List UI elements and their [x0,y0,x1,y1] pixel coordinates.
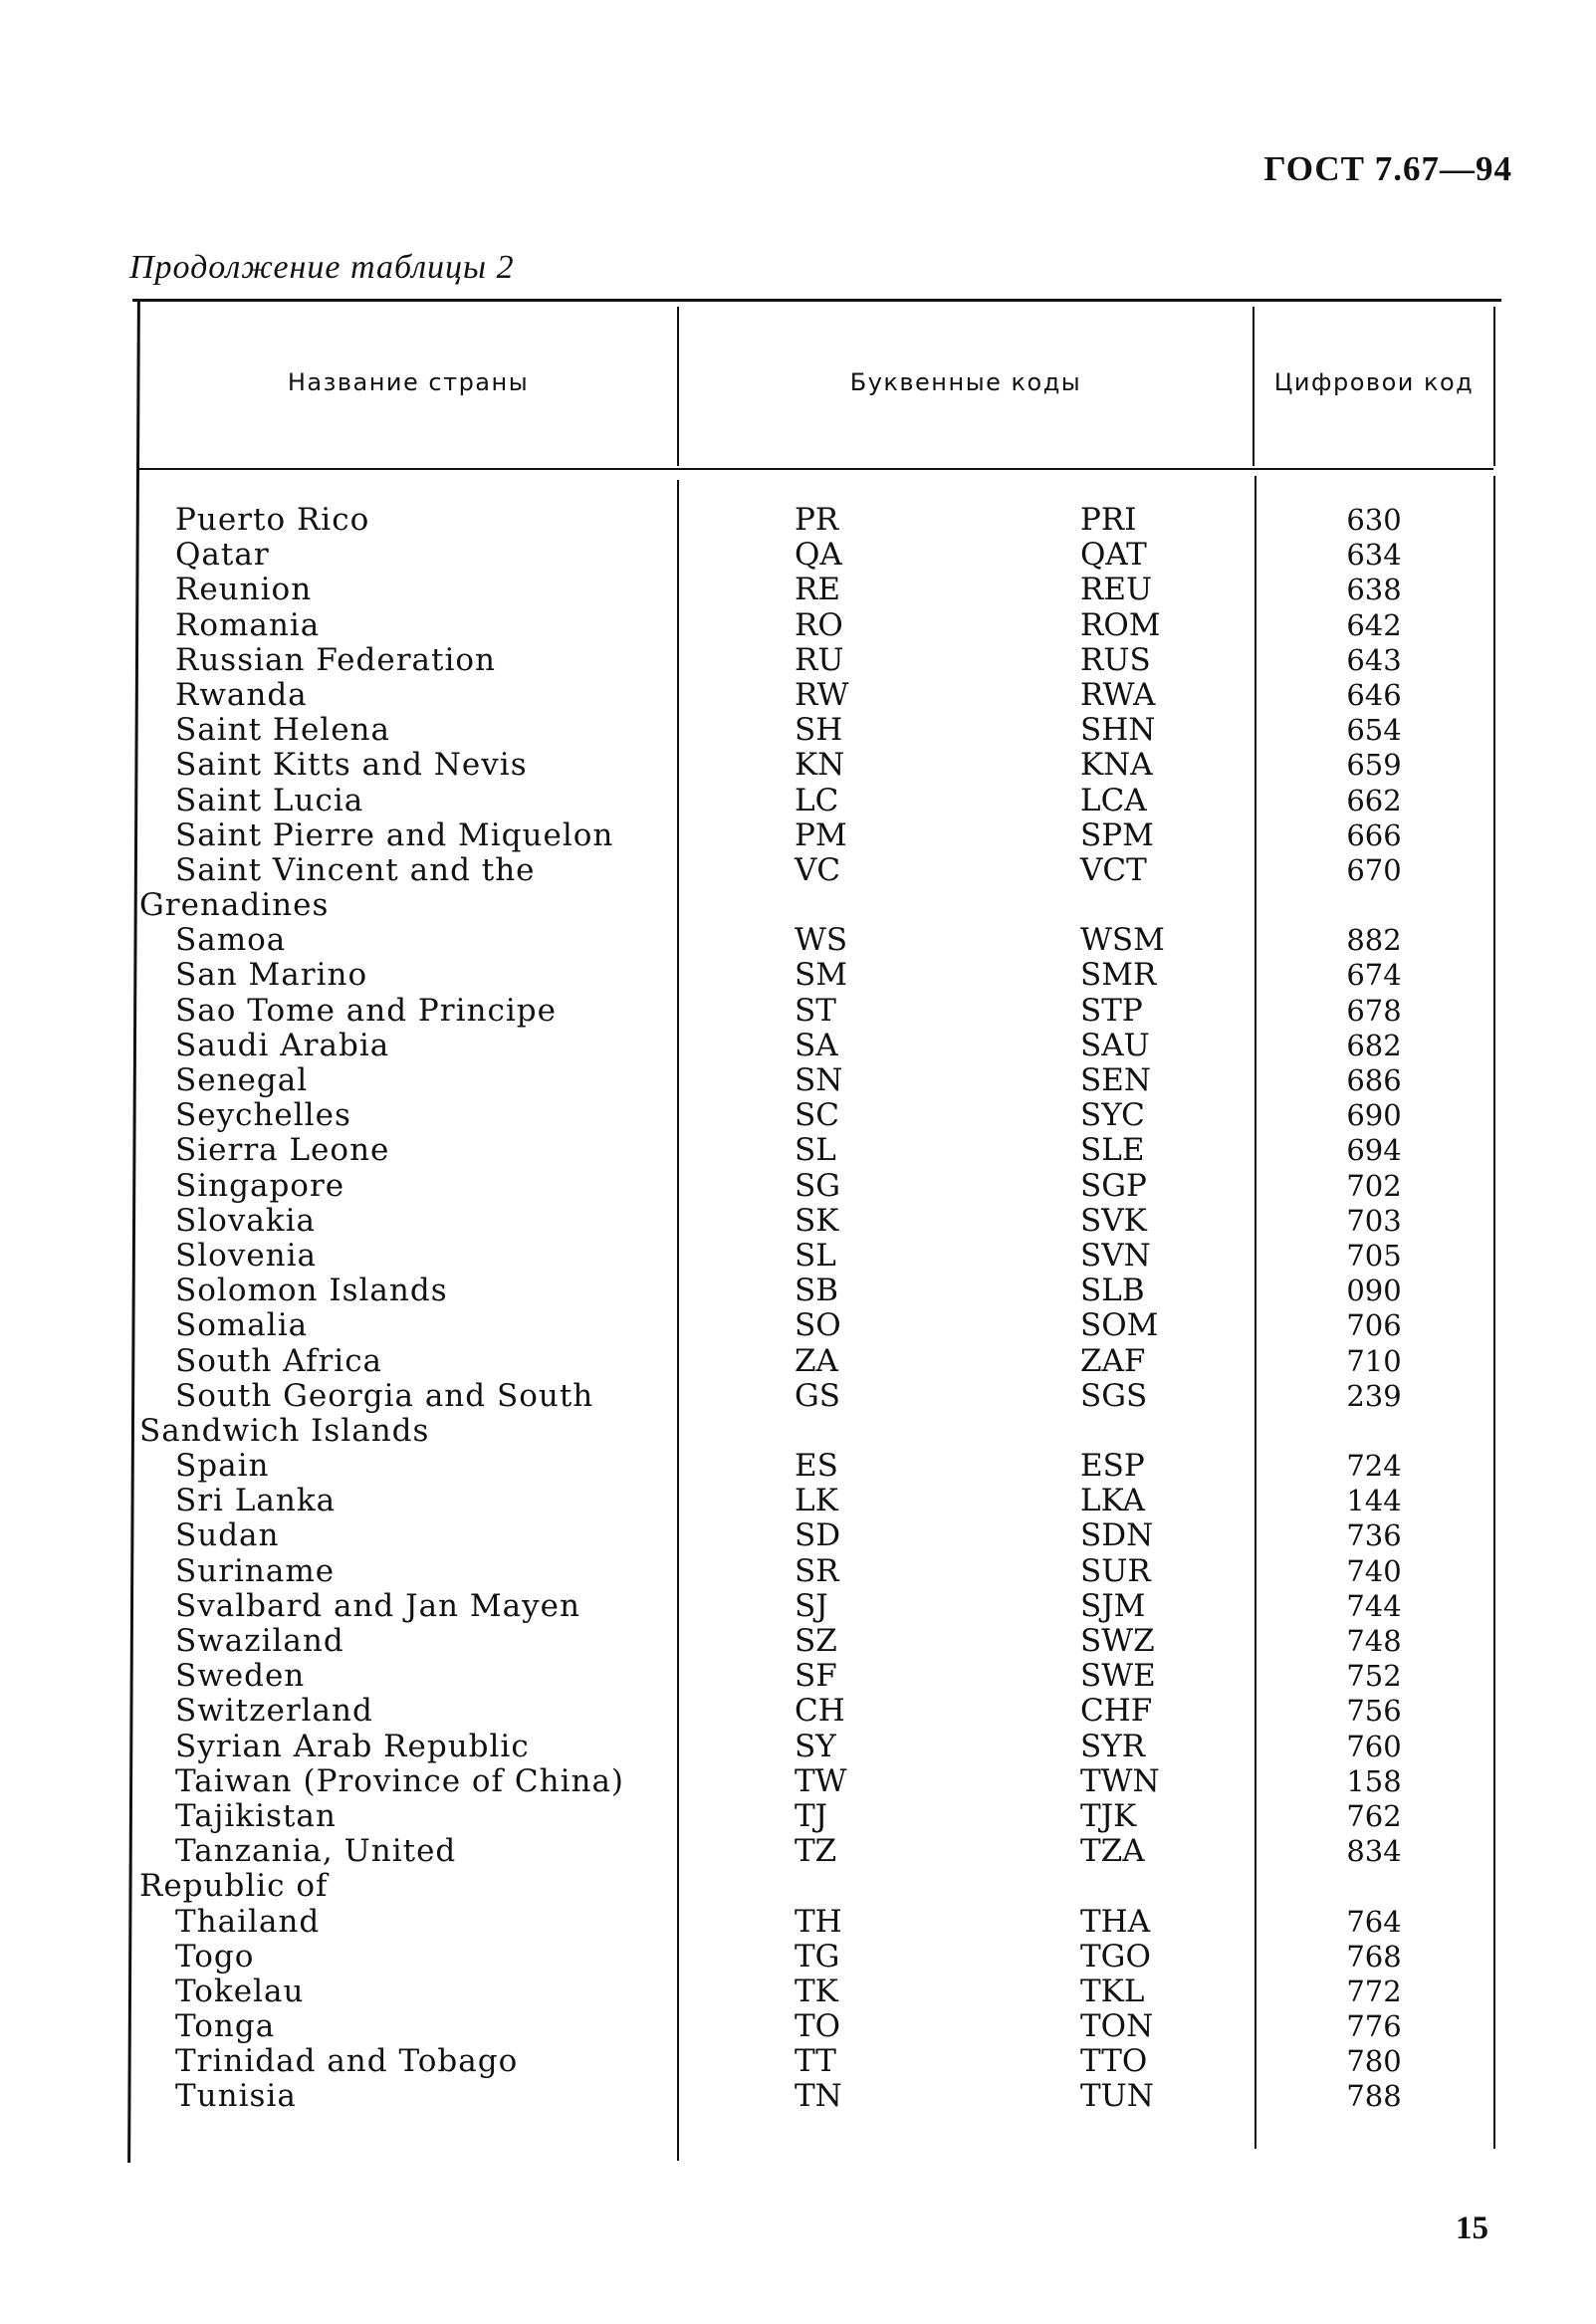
alpha3-code-cell: SDN [1080,1517,1154,1554]
country-name-cell: Switzerland [175,1693,373,1730]
alpha3-code-cell: TTO [1080,2043,1148,2080]
table-row-continuation [129,1414,1503,1449]
column-header-alpha-codes: Буквенные коды [849,368,1082,396]
country-name-cell: South Georgia and South [175,1377,594,1414]
country-name-cell: Saint Helena [175,712,390,749]
numeric-code-cell: 772 [1346,1974,1402,2008]
country-name-cell: Tajikistan [175,1797,337,1834]
alpha2-code-cell: TT [795,2043,836,2080]
table-row [129,1239,1503,1274]
column-header-country: Название страны [287,368,530,396]
country-name-cell: Sudan [175,1517,280,1554]
alpha2-code-cell: RU [795,641,844,678]
country-name-cell: Tonga [175,2008,276,2045]
country-name-cell: San Marino [175,957,368,994]
numeric-code-cell: 662 [1346,783,1402,817]
table-row [129,1029,1503,1063]
country-name-cell: Slovakia [175,1202,316,1239]
table-row [129,1098,1503,1133]
alpha3-code-cell: SYC [1080,1097,1145,1134]
numeric-code-cell: 643 [1346,642,1402,677]
alpha3-code-cell: STP [1080,992,1143,1029]
alpha3-code-cell: THA [1080,1903,1151,1940]
table-header-rule [139,468,1493,470]
country-name-cell: Senegal [175,1062,309,1098]
country-name-cell: Saint Kitts and Nevis [175,747,528,784]
standard-code: ГОСТ 7.67—94 [1263,149,1512,188]
alpha2-code-cell: GS [795,1377,841,1414]
country-name-cell: Singapore [175,1167,345,1204]
table-row [129,503,1503,538]
numeric-code-cell: 776 [1346,2009,1402,2044]
alpha2-code-cell: TN [795,2078,842,2115]
table-row [129,1308,1503,1343]
table-row [129,994,1503,1029]
alpha3-code-cell: TGO [1080,1938,1151,1975]
country-name-cell: Tanzania, United [175,1833,457,1870]
alpha3-code-cell: SWE [1080,1658,1156,1695]
table-row [129,1133,1503,1168]
country-name-cell: Saint Pierre and Miquelon [175,816,614,853]
alpha3-code-cell: KNA [1080,747,1153,784]
table-row [129,1764,1503,1799]
numeric-code-cell: 752 [1346,1659,1402,1694]
alpha3-code-cell: SGS [1080,1377,1148,1414]
country-name-cell: Somalia [175,1307,309,1344]
alpha2-code-cell: ST [795,992,836,1029]
table-row [129,853,1503,888]
numeric-code-cell: 762 [1346,1798,1402,1833]
alpha2-code-cell: SA [795,1027,838,1063]
alpha3-code-cell: SVN [1080,1237,1151,1274]
alpha3-code-cell: ESP [1080,1448,1145,1485]
numeric-code-cell: 144 [1346,1484,1402,1518]
numeric-code-cell: 760 [1346,1729,1402,1763]
alpha2-code-cell: SF [795,1658,837,1695]
alpha3-code-cell: TKL [1080,1973,1145,2009]
alpha3-code-cell: SOM [1080,1307,1159,1344]
alpha2-code-cell: SY [795,1728,836,1764]
table-row [129,1694,1503,1729]
alpha2-code-cell: TG [795,1938,840,1975]
alpha2-code-cell: TK [795,1973,838,2009]
table-row-continuation [129,1869,1503,1904]
alpha3-code-cell: SAU [1080,1027,1150,1063]
alpha3-code-cell: SMR [1080,957,1157,994]
country-name-cell: Sierra Leone [175,1132,390,1169]
table-row [129,1905,1503,1940]
alpha2-code-cell: TZ [795,1833,837,1870]
alpha2-code-cell: KN [795,747,845,784]
table-row [129,1484,1503,1518]
alpha3-code-cell: TJK [1080,1797,1137,1834]
numeric-code-cell: 674 [1346,958,1402,993]
alpha2-code-cell: SL [795,1237,836,1274]
column-header-numeric-code: Цифровои код [1273,368,1475,396]
alpha3-code-cell: SGP [1080,1167,1147,1204]
alpha3-code-cell: SYR [1080,1728,1146,1764]
alpha2-code-cell: TO [795,2008,841,2045]
country-name-cell: Togo [175,1938,255,1975]
country-name-cell: Samoa [175,922,287,959]
country-name-cell: Qatar [175,537,270,574]
table-row [129,1834,1503,1869]
country-name-cell: Thailand [175,1903,321,1940]
numeric-code-cell: 090 [1346,1274,1402,1308]
country-name-cell: Romania [175,606,321,643]
numeric-code-cell: 638 [1346,573,1402,607]
table-row [129,538,1503,573]
alpha2-code-cell: WS [795,922,848,959]
alpha3-code-cell: SLE [1080,1132,1145,1169]
numeric-code-cell: 736 [1346,1518,1402,1553]
numeric-code-cell: 686 [1346,1063,1402,1097]
alpha3-code-cell: RUS [1080,641,1151,678]
alpha2-code-cell: SZ [795,1623,837,1659]
alpha3-code-cell: SVK [1080,1202,1147,1239]
table-top-rule [132,299,1501,302]
country-name-cell: Taiwan (Province of China) [175,1762,625,1799]
country-name-cell: Suriname [175,1552,336,1589]
alpha3-code-cell: TUN [1080,2078,1154,2115]
country-name-cell: Rwanda [175,676,308,713]
alpha2-code-cell: SN [795,1062,843,1098]
numeric-code-cell: 703 [1346,1203,1402,1238]
country-name-cell: Saint Vincent and the [175,851,536,888]
table-row [129,818,1503,853]
country-name-cell: Tunisia [175,2078,297,2115]
table-row [129,1274,1503,1308]
country-name-cell: Syrian Arab Republic [175,1728,530,1764]
numeric-code-cell: 682 [1346,1028,1402,1062]
table-row [129,1063,1503,1098]
numeric-code-cell: 788 [1346,2079,1402,2114]
alpha3-code-cell: CHF [1080,1693,1153,1730]
country-name-cell: Sao Tome and Principe [175,992,557,1029]
table-row [129,713,1503,748]
alpha3-code-cell: LKA [1080,1483,1145,1519]
numeric-code-cell: 630 [1346,503,1402,537]
alpha2-code-cell: ZA [795,1342,838,1379]
table-row [129,784,1503,818]
country-name-cell: Sandwich Islands [139,1412,430,1449]
table-row [129,1589,1503,1624]
country-name-cell: Svalbard and Jan Mayen [175,1587,580,1624]
numeric-code-cell: 705 [1346,1238,1402,1273]
alpha2-code-cell: RE [795,572,840,608]
numeric-code-cell: 642 [1346,607,1402,642]
alpha2-code-cell: SG [795,1167,841,1204]
alpha2-code-cell: LC [795,782,839,818]
alpha3-code-cell: PRI [1080,502,1137,538]
numeric-code-cell: 744 [1346,1588,1402,1623]
country-name-cell: Saint Lucia [175,782,364,818]
alpha2-code-cell: SL [795,1132,836,1169]
header-divider-3 [1493,307,1495,466]
table-row [129,1204,1503,1239]
table-row-continuation [129,888,1503,923]
alpha2-code-cell: VC [795,851,841,888]
country-name-cell: Sri Lanka [175,1483,337,1519]
alpha3-code-cell: TZA [1080,1833,1145,1870]
country-name-cell: South Africa [175,1342,383,1379]
alpha3-code-cell: TWN [1080,1762,1160,1799]
alpha2-code-cell: SM [795,957,847,994]
country-name-cell: Tokelau [175,1973,305,2009]
alpha2-code-cell: TH [795,1903,842,1940]
numeric-code-cell: 748 [1346,1624,1402,1658]
alpha3-code-cell: VCT [1080,851,1147,888]
table-row [129,1554,1503,1589]
alpha2-code-cell: PM [795,816,847,853]
table-row [129,573,1503,607]
table-row [129,1799,1503,1834]
table-body [129,503,1503,2115]
country-name-cell: Grenadines [139,887,330,924]
numeric-code-cell: 690 [1346,1098,1402,1133]
alpha2-code-cell: LK [795,1483,838,1519]
alpha2-code-cell: SD [795,1517,841,1554]
numeric-code-cell: 634 [1346,538,1402,573]
numeric-code-cell: 724 [1346,1449,1402,1484]
table-row [129,2044,1503,2079]
country-name-cell: Sweden [175,1658,306,1695]
numeric-code-cell: 882 [1346,923,1402,958]
table-row [129,678,1503,713]
table-row [129,748,1503,783]
alpha2-code-cell: SO [795,1307,841,1344]
page-number: 15 [1456,2210,1488,2246]
table-row [129,1659,1503,1694]
numeric-code-cell: 239 [1346,1378,1402,1413]
alpha2-code-cell: SK [795,1202,839,1239]
alpha2-code-cell: CH [795,1693,845,1730]
table-row [129,923,1503,958]
country-name-cell: Russian Federation [175,641,496,678]
table-row [129,1518,1503,1553]
numeric-code-cell: 694 [1346,1133,1402,1168]
table-row [129,1379,1503,1414]
country-name-cell: Slovenia [175,1237,318,1274]
table-row [129,2009,1503,2044]
country-name-cell: Spain [175,1448,270,1485]
alpha2-code-cell: RW [795,676,849,713]
alpha3-code-cell: SWZ [1080,1623,1155,1659]
numeric-code-cell: 654 [1346,713,1402,748]
table-row [129,1730,1503,1764]
country-name-cell: Trinidad and Tobago [175,2043,519,2080]
numeric-code-cell: 670 [1346,852,1402,887]
country-name-cell: Saudi Arabia [175,1027,390,1063]
table-row [129,643,1503,678]
alpha2-code-cell: TJ [795,1797,828,1834]
alpha2-code-cell: PR [795,502,839,538]
alpha3-code-cell: SLB [1080,1273,1145,1309]
country-name-cell: Swaziland [175,1623,344,1659]
table-row [129,1344,1503,1379]
alpha3-code-cell: SUR [1080,1552,1151,1589]
numeric-code-cell: 678 [1346,993,1402,1028]
alpha3-code-cell: ROM [1080,606,1161,643]
numeric-code-cell: 764 [1346,1904,1402,1939]
country-name-cell: Puerto Rico [175,502,370,538]
alpha3-code-cell: ZAF [1080,1342,1146,1379]
alpha3-code-cell: LCA [1080,782,1147,818]
numeric-code-cell: 702 [1346,1168,1402,1203]
table-row [129,958,1503,993]
numeric-code-cell: 710 [1346,1343,1402,1378]
country-name-cell: Republic of [139,1868,329,1905]
alpha3-code-cell: SJM [1080,1587,1146,1624]
table-row [129,1169,1503,1204]
numeric-code-cell: 659 [1346,748,1402,783]
numeric-code-cell: 646 [1346,677,1402,712]
table-row [129,1624,1503,1659]
numeric-code-cell: 768 [1346,1939,1402,1974]
alpha2-code-cell: SC [795,1097,839,1134]
table-row [129,1975,1503,2009]
numeric-code-cell: 780 [1346,2044,1402,2079]
country-name-cell: Solomon Islands [175,1273,448,1309]
alpha2-code-cell: SH [795,712,843,749]
alpha3-code-cell: WSM [1080,922,1165,959]
alpha3-code-cell: SPM [1080,816,1154,853]
table-row [129,608,1503,643]
numeric-code-cell: 666 [1346,817,1402,852]
numeric-code-cell: 756 [1346,1694,1402,1729]
alpha3-code-cell: TON [1080,2008,1154,2045]
alpha3-code-cell: SEN [1080,1062,1151,1098]
numeric-code-cell: 740 [1346,1553,1402,1588]
alpha3-code-cell: SHN [1080,712,1156,749]
alpha2-code-cell: RO [795,606,843,643]
table-row [129,1940,1503,1975]
country-name-cell: Reunion [175,572,313,608]
alpha2-code-cell: TW [795,1762,847,1799]
numeric-code-cell: 706 [1346,1308,1402,1343]
alpha3-code-cell: REU [1080,572,1153,608]
alpha3-code-cell: RWA [1080,676,1156,713]
numeric-code-cell: 158 [1346,1763,1402,1798]
alpha2-code-cell: ES [795,1448,838,1485]
country-name-cell: Seychelles [175,1097,351,1134]
alpha3-code-cell: QAT [1080,537,1147,574]
alpha2-code-cell: SR [795,1552,839,1589]
alpha2-code-cell: SB [795,1273,839,1309]
table-row [129,2079,1503,2114]
table-caption: Продолжение таблицы 2 [129,249,515,286]
alpha2-code-cell: SJ [795,1587,828,1624]
table-row [129,1449,1503,1484]
country-codes-table [129,299,1503,2171]
alpha2-code-cell: QA [795,537,842,574]
numeric-code-cell: 834 [1346,1834,1402,1869]
